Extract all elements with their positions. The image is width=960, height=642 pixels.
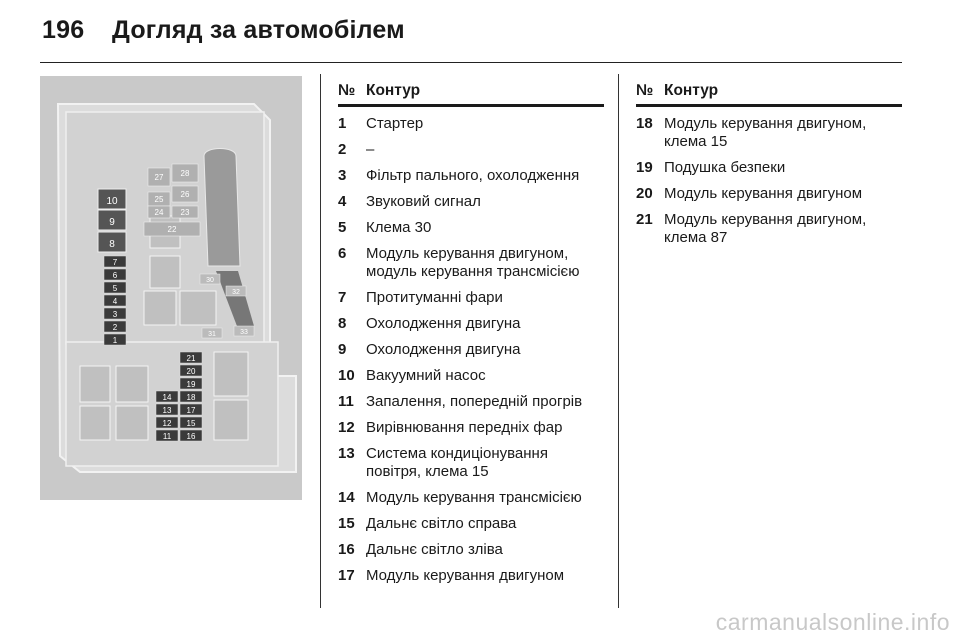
table-row — [338, 445, 604, 481]
fuse-number: 17 — [338, 567, 355, 584]
fuse-label-12: 12 — [162, 419, 172, 428]
fuse-number: 9 — [338, 341, 347, 358]
column-divider-1 — [320, 74, 321, 608]
fuse-table-right — [636, 82, 902, 247]
circuit-name: Фільтр пального, охолодження — [366, 167, 580, 184]
fuse-number: 8 — [338, 315, 347, 332]
fuse-label-26: 26 — [180, 190, 190, 199]
fuse-label-2: 2 — [112, 323, 118, 332]
fuse-number: 5 — [338, 219, 347, 236]
table-row — [338, 141, 604, 159]
circuit-name: Охолодження двигуна — [366, 341, 521, 358]
header-no: № — [338, 82, 356, 99]
circuit-name: Вирівнювання передніх фар — [366, 419, 563, 436]
fuse-label-20: 20 — [186, 367, 196, 376]
fuse-label-24: 24 — [154, 208, 164, 217]
circuit-name: Запалення, попередній прогрів — [366, 393, 583, 410]
table-row — [338, 245, 604, 281]
column-divider-2 — [618, 74, 619, 608]
fuse-number: 21 — [636, 211, 653, 228]
fuse-label-1: 1 — [112, 336, 118, 345]
fuse-number: 15 — [338, 515, 355, 532]
fuse-label-31: 31 — [208, 331, 216, 338]
header-rule — [40, 62, 902, 63]
fuse-label-15: 15 — [186, 419, 196, 428]
page-title: Догляд за автомобілем — [112, 16, 405, 44]
table-row — [636, 159, 902, 177]
fuse-label-23: 23 — [180, 208, 190, 217]
table-row — [338, 515, 604, 533]
fuse-label-4: 4 — [112, 297, 118, 306]
fuse-number: 3 — [338, 167, 347, 184]
fuse-box-illustration — [40, 76, 302, 500]
fuse-label-3: 3 — [112, 310, 118, 319]
fuse-number: 20 — [636, 185, 653, 202]
watermark-text: carmanualsonline.info — [715, 609, 950, 635]
fuse-label-21: 21 — [186, 354, 196, 363]
table-row — [338, 341, 604, 359]
fuse-table-left — [338, 82, 604, 585]
table-row — [338, 219, 604, 237]
circuit-name: Звуковий сигнал — [366, 193, 481, 210]
table-row — [338, 167, 604, 185]
fuse-number: 4 — [338, 193, 347, 210]
circuit-name: Подушка безпеки — [664, 159, 786, 176]
circuit-name: Протитуманні фари — [366, 289, 503, 306]
table-row — [338, 567, 604, 585]
fuse-label-33: 33 — [240, 329, 248, 336]
circuit-name: – — [366, 141, 375, 158]
fuse-number: 7 — [338, 289, 347, 306]
table-row — [636, 115, 902, 151]
fuse-number: 10 — [338, 367, 355, 384]
fuse-number: 16 — [338, 541, 355, 558]
table-header — [636, 82, 902, 107]
fuse-label-25: 25 — [154, 195, 164, 204]
circuit-name: Модуль керування двигуном, клема 15 — [664, 115, 867, 150]
fuse-label-6: 6 — [112, 271, 118, 280]
table-row — [636, 185, 902, 203]
fuse-box-diagram — [40, 76, 302, 500]
fuse-label-8: 8 — [109, 239, 115, 250]
header-label: Контур — [664, 82, 719, 99]
fuse-label-32: 32 — [232, 289, 240, 296]
circuit-name: Дальнє світло справа — [366, 515, 517, 532]
fuse-number: 6 — [338, 245, 347, 262]
circuit-name: Стартер — [366, 115, 424, 132]
table-row — [338, 315, 604, 333]
table-row — [636, 211, 902, 247]
table-header — [338, 82, 604, 107]
circuit-name: Модуль керування двигуном, модуль керування трансмісією — [366, 245, 580, 280]
circuit-name: Модуль керування двигуном — [366, 567, 565, 584]
fuse-number: 2 — [338, 141, 347, 158]
fuse-number: 19 — [636, 159, 653, 176]
fuse-label-11: 11 — [162, 432, 172, 441]
fuse-label-19: 19 — [186, 380, 196, 389]
table-row — [338, 541, 604, 559]
table-row — [338, 419, 604, 437]
circuit-name: Модуль керування двигуном — [664, 185, 863, 202]
header-no: № — [636, 82, 654, 99]
fuse-label-7: 7 — [112, 258, 118, 267]
fuse-number: 13 — [338, 445, 355, 462]
page-number: 196 — [42, 16, 85, 44]
table-row — [338, 193, 604, 211]
table-row — [338, 115, 604, 133]
circuit-name: Клема 30 — [366, 219, 432, 236]
fuse-number: 18 — [636, 115, 653, 132]
fuse-label-22: 22 — [167, 225, 177, 234]
circuit-name: Охолодження двигуна — [366, 315, 521, 332]
fuse-number: 14 — [338, 489, 355, 506]
fuse-number: 11 — [338, 393, 354, 410]
fuse-label-16: 16 — [186, 432, 196, 441]
fuse-number: 1 — [338, 115, 347, 132]
circuit-name: Модуль керування двигуном, клема 87 — [664, 211, 867, 246]
fuse-label-14: 14 — [162, 393, 172, 402]
table-row — [338, 489, 604, 507]
fuse-label-13: 13 — [162, 406, 172, 415]
circuit-name: Система кондиціонування повітря, клема 15 — [366, 445, 548, 480]
fuse-label-27: 27 — [154, 173, 164, 182]
fuse-number: 12 — [338, 419, 355, 436]
fuse-label-18: 18 — [186, 393, 196, 402]
fuse-label-5: 5 — [112, 284, 118, 293]
table-row — [338, 289, 604, 307]
circuit-name: Модуль керування трансмісією — [366, 489, 582, 506]
circuit-name: Дальнє світло зліва — [366, 541, 503, 558]
fuse-label-30: 30 — [206, 277, 214, 284]
table-row — [338, 367, 604, 385]
table-row — [338, 393, 604, 411]
fuse-label-9: 9 — [109, 217, 115, 228]
page-header — [42, 16, 405, 45]
fuse-label-17: 17 — [186, 406, 196, 415]
fuse-label-10: 10 — [106, 196, 118, 207]
circuit-name: Вакуумний насос — [366, 367, 486, 384]
fuse-label-28: 28 — [180, 169, 190, 178]
header-label: Контур — [366, 82, 421, 99]
